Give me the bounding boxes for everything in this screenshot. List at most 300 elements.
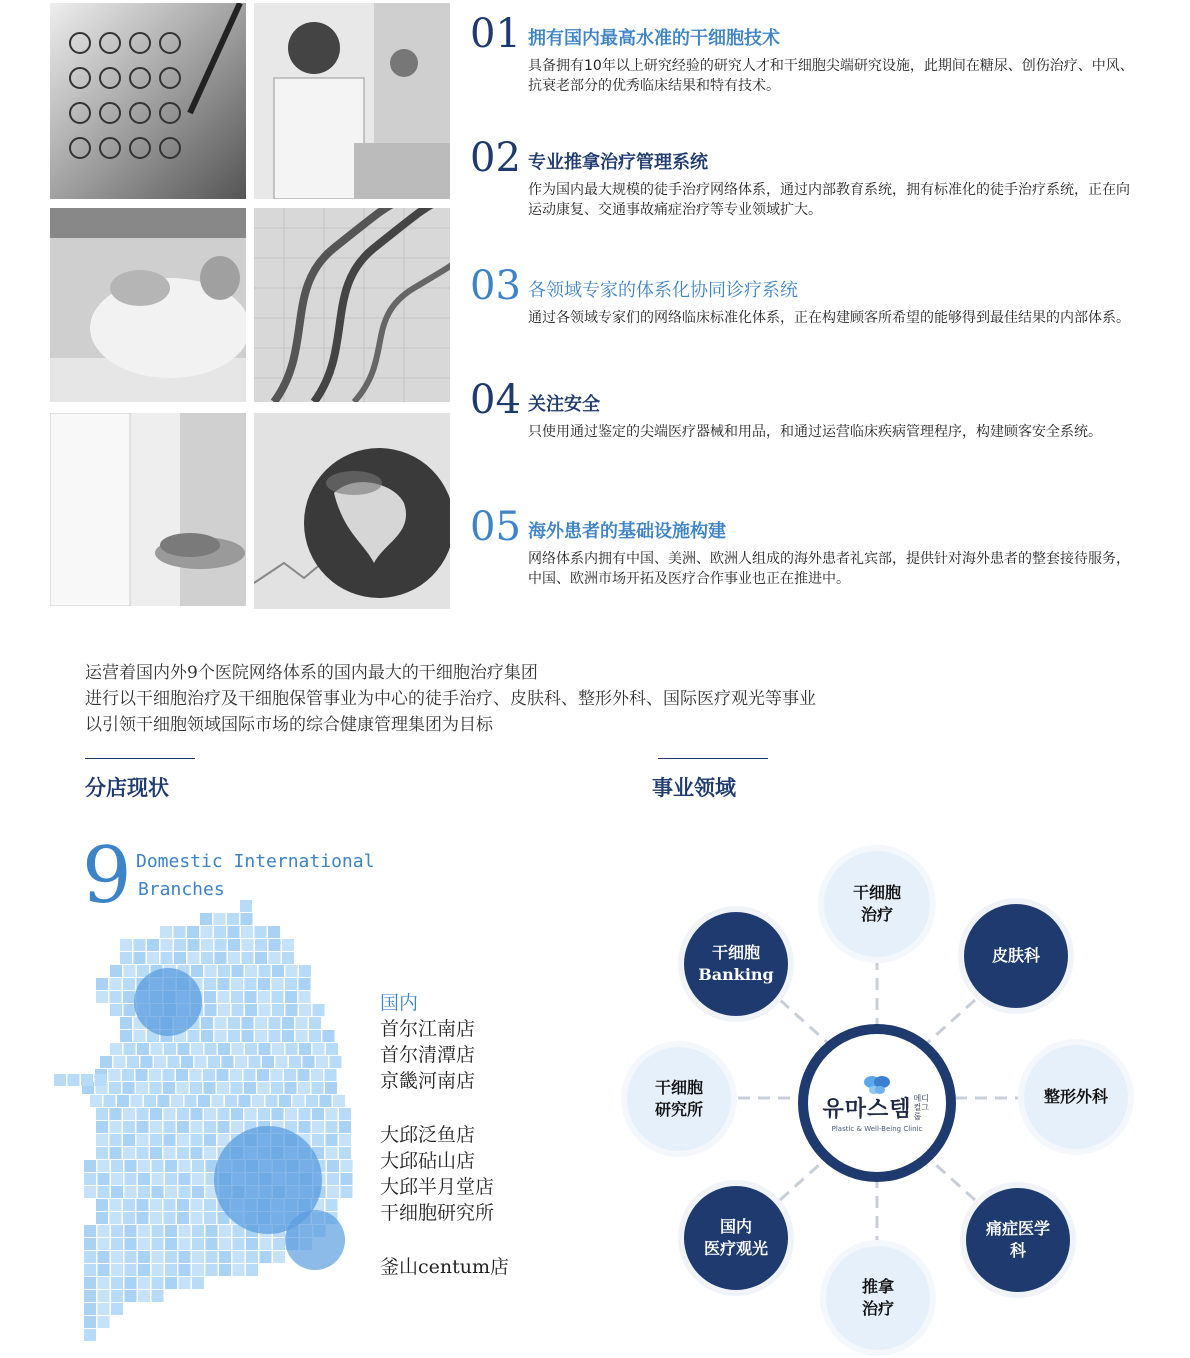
map-cell — [152, 1225, 164, 1237]
map-cell — [246, 1225, 258, 1237]
map-cell — [326, 1134, 338, 1146]
map-cell — [84, 1290, 96, 1302]
map-cell — [150, 1121, 162, 1133]
map-cell — [110, 965, 122, 977]
map-cell — [204, 978, 216, 990]
map-cell — [206, 1186, 218, 1198]
map-cell — [206, 1225, 218, 1237]
map-cell — [272, 1043, 284, 1055]
branch-item: 大邱砧山店 — [380, 1150, 476, 1172]
business-label: Banking — [698, 965, 774, 984]
map-cell — [314, 1225, 326, 1237]
map-cell — [137, 1147, 149, 1159]
map-cell — [286, 965, 298, 977]
map-cell — [231, 1134, 243, 1146]
map-cell — [219, 1251, 231, 1263]
map-cell — [241, 913, 253, 925]
map-cell — [100, 1056, 112, 1068]
map-cell — [276, 1056, 288, 1068]
map-cell — [164, 978, 176, 990]
map-cell — [164, 1121, 176, 1133]
company-logo — [798, 1024, 956, 1182]
map-cell — [152, 1290, 164, 1302]
map-cell — [285, 1082, 297, 1094]
map-cell — [245, 1212, 257, 1224]
map-cell — [192, 1238, 204, 1250]
map-cell — [272, 1212, 284, 1224]
map-cell — [260, 1160, 272, 1172]
map-cell — [178, 1043, 190, 1055]
map-cell — [111, 1225, 123, 1237]
map-cell — [98, 1160, 110, 1172]
map-cell — [312, 1082, 324, 1094]
map-cell — [164, 1004, 176, 1016]
map-cell — [84, 1186, 96, 1198]
map-cell — [138, 1238, 150, 1250]
map-cell — [285, 1134, 297, 1146]
map-cell — [231, 1147, 243, 1159]
map-cell — [104, 1095, 116, 1107]
map-cell — [124, 1004, 136, 1016]
map-cell — [271, 1069, 283, 1081]
map-cell — [231, 978, 243, 990]
map-cell — [174, 952, 186, 964]
map-cell — [165, 1264, 177, 1276]
map-cell — [206, 1238, 218, 1250]
map-cell — [114, 1056, 126, 1068]
map-cell — [125, 1264, 137, 1276]
map-cell — [144, 1095, 156, 1107]
map-cell — [309, 1030, 321, 1042]
map-cell — [215, 952, 227, 964]
map-cell — [150, 1082, 162, 1094]
map-cell — [123, 1082, 135, 1094]
map-cell — [123, 1108, 135, 1120]
map-cell — [96, 978, 108, 990]
map-cell — [225, 1095, 237, 1107]
map-cell — [314, 1186, 326, 1198]
map-cell — [165, 1160, 177, 1172]
map-cell — [233, 1264, 245, 1276]
branch-item: 干细胞研究所 — [380, 1202, 495, 1224]
business-label: 医疗观光 — [703, 1239, 768, 1258]
map-cell — [123, 991, 135, 1003]
map-cell — [150, 978, 162, 990]
map-cell — [138, 1277, 150, 1289]
map-cell — [96, 1147, 108, 1159]
map-cell — [134, 939, 146, 951]
map-cell — [174, 926, 186, 938]
business-label: 干细胞 — [654, 1078, 703, 1097]
feature-number: 04 — [470, 377, 521, 423]
map-cell — [339, 1121, 351, 1133]
map-cell — [214, 926, 226, 938]
map-cell — [131, 1095, 143, 1107]
map-cell — [204, 1108, 216, 1120]
map-cell — [160, 926, 172, 938]
map-cell — [152, 1277, 164, 1289]
section-divider — [658, 758, 768, 759]
feature-description: 通过各领域专家们的网络临床标准化体系，正在构建顾客所希望的能够得到最佳结果的内部体系。 — [528, 310, 1130, 326]
map-cell — [219, 1186, 231, 1198]
map-cell — [96, 991, 108, 1003]
map-cell — [303, 1056, 315, 1068]
map-cell — [178, 1004, 190, 1016]
map-cell — [215, 939, 227, 951]
branch-item: 大邱半月堂店 — [380, 1176, 495, 1198]
intro-text — [85, 660, 816, 738]
map-cell — [84, 1303, 96, 1315]
map-cell — [204, 1212, 216, 1224]
map-cell — [188, 1030, 200, 1042]
map-cell — [300, 1238, 312, 1250]
map-cell — [309, 1017, 321, 1029]
map-cell — [218, 1147, 230, 1159]
map-cell — [137, 1121, 149, 1133]
map-cell — [137, 991, 149, 1003]
map-cell — [341, 1160, 353, 1172]
map-cell — [174, 939, 186, 951]
map-cell — [272, 965, 284, 977]
map-cell — [191, 1134, 203, 1146]
map-cell — [68, 1074, 80, 1086]
branch-item: 京畿河南店 — [380, 1070, 476, 1092]
map-cell — [120, 952, 132, 964]
map-cell — [333, 1095, 345, 1107]
map-cell — [149, 1069, 161, 1081]
map-cell — [206, 1251, 218, 1263]
map-cell — [222, 1056, 234, 1068]
map-cell — [123, 1212, 135, 1224]
map-cell — [176, 1069, 188, 1081]
map-cell — [150, 1134, 162, 1146]
map-cell — [161, 1030, 173, 1042]
map-cell — [179, 1160, 191, 1172]
map-cell — [260, 1251, 272, 1263]
feature-description: 只使用通过鉴定的尖端医疗器械和用品，和通过运营临床疾病管理程序，构建顾客安全系统。 — [528, 424, 1102, 440]
map-cell — [260, 1225, 272, 1237]
map-cell — [204, 1134, 216, 1146]
business-section-title: 事业领域 — [652, 775, 736, 800]
photo-globe — [254, 413, 450, 609]
map-cell — [299, 991, 311, 1003]
map-cell — [96, 1108, 108, 1120]
business-pain-medicine — [966, 1188, 1070, 1292]
map-cell — [138, 1186, 150, 1198]
map-cell — [127, 1056, 139, 1068]
map-cell — [111, 1186, 123, 1198]
map-cell — [96, 1199, 108, 1211]
map-cell — [289, 1056, 301, 1068]
map-cell — [327, 1186, 339, 1198]
map-cell — [96, 1212, 108, 1224]
map-cell — [138, 1173, 150, 1185]
map-cell — [96, 1134, 108, 1146]
map-cell — [242, 939, 254, 951]
map-cell — [177, 991, 189, 1003]
map-cell — [150, 1108, 162, 1120]
map-cell — [323, 1030, 335, 1042]
branches-section-title: 分店现状 — [85, 775, 169, 800]
map-cell — [190, 1082, 202, 1094]
intro-line: 进行以干细胞治疗及干细胞保管事业为中心的徒手治疗、皮肤科、整形外科、国际医疗观光等事业 — [85, 689, 816, 709]
map-cell — [218, 1108, 230, 1120]
map-cell — [98, 1277, 110, 1289]
map-cell — [218, 1134, 230, 1146]
map-cell — [272, 1108, 284, 1120]
map-cell — [179, 1251, 191, 1263]
map-cell — [259, 1043, 271, 1055]
map-cell — [154, 1056, 166, 1068]
feature-description: 具备拥有10年以上研究经验的研究人才和干细胞尖端研究设施，此期间在糖尿、创伤治疗、中风、抗衰老部分的优秀临床结果和特有技术。 — [528, 58, 1134, 94]
map-cell — [90, 1095, 102, 1107]
map-cell — [273, 1173, 285, 1185]
map-cell — [284, 1069, 296, 1081]
map-cell — [242, 1030, 254, 1042]
branch-item: 大邱泛鱼店 — [380, 1124, 476, 1146]
map-cell — [110, 1108, 122, 1120]
business-stem-cell-research — [627, 1047, 731, 1151]
map-cell — [109, 1082, 121, 1094]
map-cell — [179, 1277, 191, 1289]
map-cell — [313, 1043, 325, 1055]
map-cell — [191, 1147, 203, 1159]
map-cell — [300, 1225, 312, 1237]
map-cell — [177, 1212, 189, 1224]
map-cell — [188, 1017, 200, 1029]
map-cell — [137, 978, 149, 990]
branch-cluster-marker — [214, 1126, 322, 1234]
map-cell — [218, 1199, 230, 1211]
map-cell — [286, 1043, 298, 1055]
map-cell — [231, 1082, 243, 1094]
map-cell — [218, 1004, 230, 1016]
map-cell — [272, 1147, 284, 1159]
map-cell — [152, 1264, 164, 1276]
map-cell — [269, 1017, 281, 1029]
map-cell — [177, 1108, 189, 1120]
map-cell — [314, 1160, 326, 1172]
map-cell — [300, 1160, 312, 1172]
map-cell — [231, 1212, 243, 1224]
map-cell — [136, 1082, 148, 1094]
map-cell — [109, 1069, 121, 1081]
map-cell — [299, 978, 311, 990]
map-cell — [192, 1186, 204, 1198]
branch-cluster-marker — [285, 1210, 345, 1270]
map-cell — [110, 1212, 122, 1224]
map-cell — [164, 1199, 176, 1211]
map-cell — [242, 1017, 254, 1029]
map-cell — [219, 1173, 231, 1185]
map-cell — [165, 1238, 177, 1250]
map-cell — [245, 978, 257, 990]
map-cell — [293, 1095, 305, 1107]
business-label: 治疗 — [861, 1299, 894, 1318]
map-cell — [206, 1160, 218, 1172]
map-cell — [286, 1004, 298, 1016]
map-cell — [125, 1186, 137, 1198]
map-cell — [258, 1121, 270, 1133]
branch-item: 釜山centum店 — [380, 1256, 510, 1278]
map-cell — [327, 1173, 339, 1185]
map-cell — [245, 965, 257, 977]
map-cell — [84, 1160, 96, 1172]
map-cell — [192, 1160, 204, 1172]
map-cell — [242, 952, 254, 964]
business-label: 国内 — [719, 1217, 752, 1236]
map-cell — [179, 1264, 191, 1276]
map-cell — [164, 1212, 176, 1224]
map-cell — [110, 1004, 122, 1016]
map-cell — [218, 965, 230, 977]
map-cell — [272, 1134, 284, 1146]
map-cell — [164, 965, 176, 977]
map-cell — [273, 1251, 285, 1263]
map-cell — [137, 1004, 149, 1016]
map-cell — [134, 952, 146, 964]
map-cell — [233, 1225, 245, 1237]
map-cell — [219, 1160, 231, 1172]
map-cell — [258, 1147, 270, 1159]
map-cell — [271, 1082, 283, 1094]
map-cell — [98, 1251, 110, 1263]
map-cell — [178, 965, 190, 977]
map-cell — [299, 1121, 311, 1133]
map-cell — [164, 1108, 176, 1120]
business-label: 皮肤科 — [991, 946, 1040, 965]
map-cell — [245, 1147, 257, 1159]
map-cell — [272, 1199, 284, 1211]
map-cell — [137, 1212, 149, 1224]
map-cell — [285, 1108, 297, 1120]
section-divider — [85, 758, 195, 759]
map-cell — [147, 1017, 159, 1029]
map-cell — [137, 1108, 149, 1120]
map-cell — [255, 952, 267, 964]
map-cell — [111, 1251, 123, 1263]
map-cell — [246, 1160, 258, 1172]
map-cell — [164, 1147, 176, 1159]
map-cell — [296, 1030, 308, 1042]
map-cell — [287, 1160, 299, 1172]
map-cell — [227, 913, 239, 925]
map-cell — [125, 1173, 137, 1185]
map-cell — [138, 1160, 150, 1172]
map-cell — [171, 1095, 183, 1107]
business-label: 痛症医学 — [985, 1219, 1050, 1238]
map-cell — [177, 1082, 189, 1094]
map-cell — [138, 1251, 150, 1263]
map-cell — [150, 1212, 162, 1224]
map-cell — [252, 1095, 264, 1107]
map-cell — [98, 1173, 110, 1185]
map-cell — [287, 1173, 299, 1185]
map-cell — [241, 926, 253, 938]
map-cell — [120, 939, 132, 951]
map-cell — [258, 1134, 270, 1146]
map-cell — [272, 1004, 284, 1016]
map-cell — [300, 1173, 312, 1185]
map-cell — [233, 1160, 245, 1172]
map-cell — [232, 1043, 244, 1055]
map-cell — [110, 1043, 122, 1055]
map-cell — [84, 1173, 96, 1185]
map-cell — [111, 1303, 123, 1315]
map-cell — [98, 1238, 110, 1250]
map-cell — [125, 1251, 137, 1263]
map-cell — [260, 1173, 272, 1185]
map-cell — [192, 1264, 204, 1276]
map-cell — [299, 1212, 311, 1224]
map-cell — [188, 952, 200, 964]
map-cell — [219, 1225, 231, 1237]
business-label: 干细胞 — [852, 883, 901, 902]
map-cell — [219, 1264, 231, 1276]
map-cell — [137, 1043, 149, 1055]
map-cell — [192, 1173, 204, 1185]
map-cell — [313, 1004, 325, 1016]
map-cell — [204, 1082, 216, 1094]
map-cell — [230, 1069, 242, 1081]
map-cell — [299, 1004, 311, 1016]
map-cell — [152, 1186, 164, 1198]
map-cell — [201, 1017, 213, 1029]
map-cell — [282, 1030, 294, 1042]
map-cell — [327, 1160, 339, 1172]
branch-list — [380, 990, 509, 1280]
map-cell — [341, 1173, 353, 1185]
map-cell — [158, 1095, 170, 1107]
business-stem-cell-therapy — [824, 851, 930, 957]
logo-subtitle: Plastic & Well-Being Clinic — [831, 1124, 923, 1133]
map-cell — [120, 1030, 132, 1042]
feature-title: 专业推拿治疗管理系统 — [528, 152, 708, 173]
map-cell — [82, 1082, 94, 1094]
map-cell — [181, 1056, 193, 1068]
intro-line: 以引领干细胞领域国际市场的综合健康管理集团为目标 — [85, 715, 493, 735]
map-cell — [312, 1212, 324, 1224]
map-cell — [84, 1316, 96, 1328]
map-cell — [235, 1056, 247, 1068]
map-cell — [269, 1030, 281, 1042]
business-medical-tourism — [684, 1186, 788, 1290]
map-cell — [285, 991, 297, 1003]
map-cell — [163, 1082, 175, 1094]
map-cell — [191, 1212, 203, 1224]
map-cell — [201, 952, 213, 964]
feature-title: 海外患者的基础设施构建 — [528, 521, 726, 542]
map-cell — [299, 1043, 311, 1055]
map-cell — [218, 1121, 230, 1133]
map-cell — [282, 1017, 294, 1029]
map-cell — [231, 1108, 243, 1120]
map-cell — [163, 1069, 175, 1081]
map-cell — [306, 1095, 318, 1107]
photo-dna — [254, 208, 450, 402]
map-cell — [191, 1043, 203, 1055]
map-cell — [273, 1238, 285, 1250]
map-cell — [298, 1082, 310, 1094]
map-cell — [245, 1121, 257, 1133]
map-cell — [203, 1069, 215, 1081]
map-cell — [151, 1004, 163, 1016]
map-cell — [218, 978, 230, 990]
business-label: 推拿 — [861, 1277, 894, 1296]
map-cell — [228, 1030, 240, 1042]
business-dermatology — [964, 904, 1068, 1008]
map-cell — [258, 991, 270, 1003]
